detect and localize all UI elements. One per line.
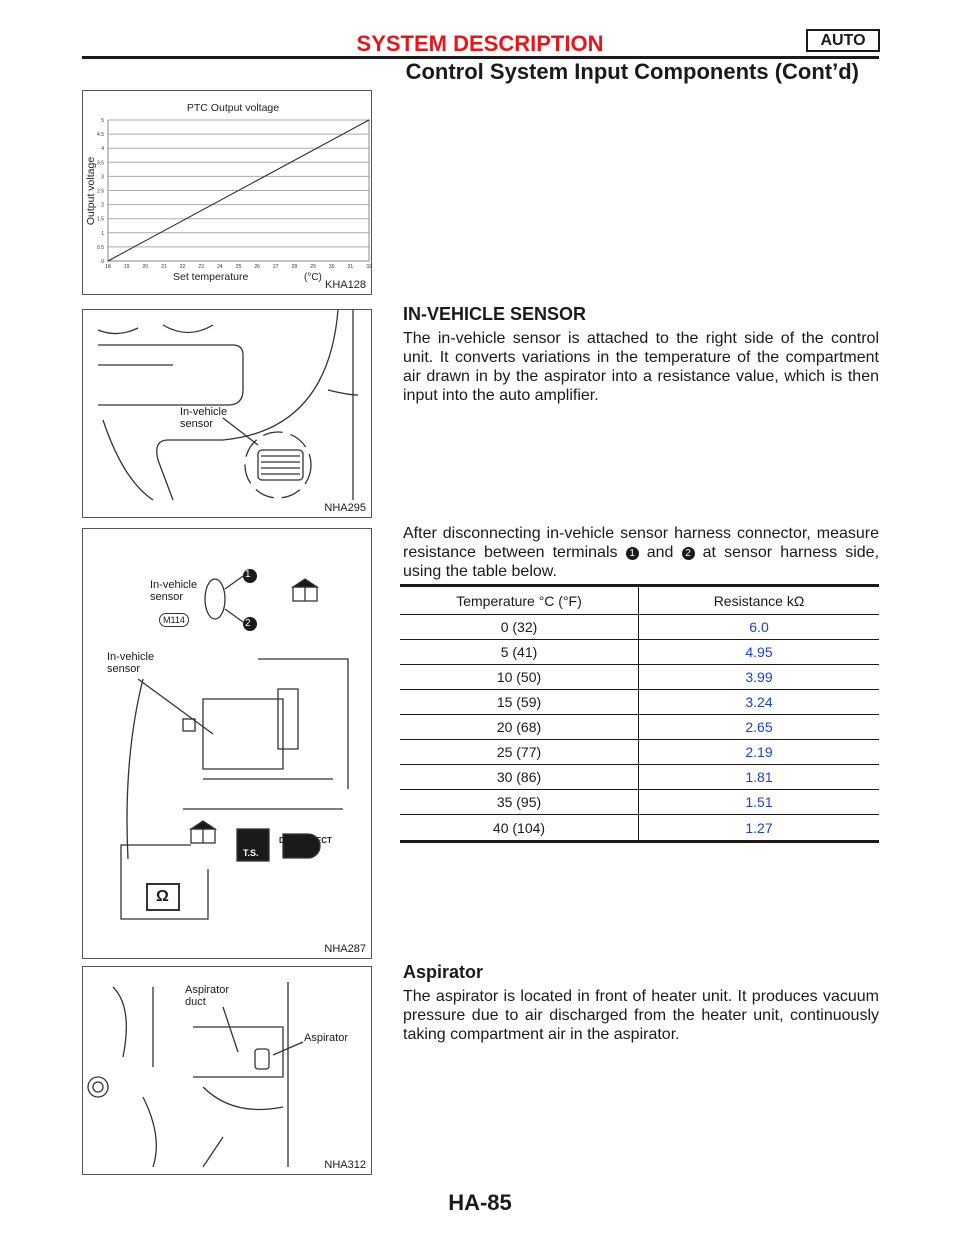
data-point — [108, 261, 109, 262]
disconnect-label: DISCONNECT — [279, 836, 332, 845]
x-tick-label: 30 — [328, 264, 335, 270]
chart-title: PTC Output voltage — [186, 102, 280, 114]
terminal-2-badge: 2 — [682, 547, 695, 560]
harness-check-illustration — [83, 529, 371, 958]
in-vehicle-sensor-label: In-vehicle sensor — [180, 406, 228, 430]
figure-code: NHA295 — [324, 502, 366, 514]
sensor-label: In-vehicle sensor — [150, 579, 198, 603]
table-row — [400, 815, 879, 842]
table-row — [400, 765, 879, 790]
x-axis-label: Set temperature — [173, 271, 249, 283]
in-vehicle-sensor-figure — [82, 309, 372, 518]
resistance-table — [400, 584, 879, 843]
column-header-resistance: Resistance kΩ — [639, 586, 880, 615]
x-tick-label: 19 — [123, 264, 130, 270]
y-tick-label: 2 — [101, 202, 104, 209]
y-tick-label: 3 — [101, 174, 104, 181]
aspirator-heading: Aspirator — [403, 962, 484, 982]
aspirator-figure — [82, 966, 372, 1175]
y-tick-label: 0 — [101, 259, 104, 265]
in-vehicle-sensor-description: The in-vehicle sensor is attached to the right side of the control unit. It converts variations in the temperature of the compartment air drawn in by the aspirator into a resistance value, which is then input into the auto amplifier. — [403, 330, 879, 404]
ptc-chart — [83, 91, 371, 294]
resistance-cell: 2.19 — [639, 740, 880, 765]
auto-badge: AUTO — [806, 29, 880, 52]
temperature-cell: 35 (95) — [400, 790, 639, 815]
column-header-temperature: Temperature °C (°F) — [400, 586, 639, 615]
resistance-cell: 3.24 — [639, 690, 880, 715]
y-tick-label: 2.5 — [97, 188, 104, 195]
x-tick-label: 26 — [254, 264, 260, 270]
resistance-check-instructions: After disconnecting in-vehicle sensor harness connector, measure resistance between terminals 1 and 2 at sensor harness side, using the table below. — [403, 525, 880, 580]
terminal-1-badge: 1 — [626, 547, 639, 560]
table-row — [400, 790, 879, 815]
temperature-cell: 25 (77) — [400, 740, 639, 765]
sensor-location-label: In-vehicle sensor — [107, 651, 155, 675]
temperature-cell: 20 (68) — [400, 715, 639, 740]
temperature-cell: 10 (50) — [400, 665, 639, 690]
resistance-cell: 1.27 — [639, 815, 880, 842]
resistance-cell: 2.65 — [639, 715, 880, 740]
y-tick-label: 1.5 — [97, 216, 104, 223]
page-subtitle: Control System Input Components (Cont’d) — [405, 59, 859, 84]
table-row — [400, 665, 879, 690]
y-tick-label: 5 — [101, 118, 104, 124]
resistance-cell: 1.51 — [639, 790, 880, 815]
terminal-1-marker: 1 — [245, 569, 251, 580]
temperature-cell: 30 (86) — [400, 765, 639, 790]
x-tick-label: 29 — [310, 264, 316, 270]
y-tick-label: 1 — [101, 230, 104, 237]
x-tick-label: 22 — [179, 264, 186, 270]
x-axis-unit: (°C) — [304, 272, 322, 283]
sensor-check-figure — [82, 528, 372, 959]
x-tick-label: 27 — [273, 264, 279, 270]
x-tick-label: 28 — [291, 264, 298, 270]
data-point — [369, 120, 370, 121]
temperature-cell: 40 (104) — [400, 815, 639, 842]
x-tick-label: 32 — [366, 264, 372, 270]
table-row — [400, 715, 879, 740]
temperature-cell: 0 (32) — [400, 615, 639, 640]
resistance-cell: 3.99 — [639, 665, 880, 690]
terminal-2-marker: 2 — [245, 618, 251, 629]
table-row — [400, 615, 879, 640]
resistance-cell: 6.0 — [639, 615, 880, 640]
x-tick-label: 24 — [217, 264, 223, 270]
x-tick-label: 18 — [105, 264, 111, 270]
ohmmeter-icon: Ω — [156, 888, 169, 905]
connector-code: M114 — [159, 613, 189, 627]
x-tick-label: 21 — [161, 264, 167, 270]
y-tick-label: 4 — [101, 146, 104, 153]
page-number: HA-85 — [448, 1190, 512, 1215]
aspirator-duct-label: Aspirator duct — [185, 984, 230, 1008]
x-tick-label: 20 — [142, 264, 149, 270]
figure-code: NHA287 — [324, 943, 366, 955]
aspirator-description: The aspirator is located in front of heater unit. It produces vacuum pressure due to air discharged from the heater unit, continuously taking compartment air in the aspirator. — [403, 988, 879, 1043]
x-tick-label: 31 — [347, 264, 354, 270]
y-axis-label: Output voltage — [85, 156, 97, 226]
ts-label: T.S. — [243, 848, 259, 858]
aspirator-label: Aspirator — [304, 1032, 349, 1044]
resistance-cell: 1.81 — [639, 765, 880, 790]
table-row — [400, 740, 879, 765]
table-row — [400, 690, 879, 715]
ptc-chart-figure — [82, 90, 372, 295]
y-tick-label: 3.5 — [97, 160, 104, 167]
section-title: SYSTEM DESCRIPTION — [356, 31, 604, 56]
temperature-cell: 5 (41) — [400, 640, 639, 665]
resistance-cell: 4.95 — [639, 640, 880, 665]
y-tick-label: 4.5 — [97, 132, 104, 139]
figure-code: KHA128 — [325, 279, 366, 291]
y-tick-label: 0.5 — [97, 244, 104, 251]
table-row — [400, 640, 879, 665]
x-tick-label: 25 — [235, 264, 242, 270]
in-vehicle-sensor-heading: IN-VEHICLE SENSOR — [403, 304, 587, 324]
figure-code: NHA312 — [324, 1159, 366, 1171]
temperature-cell: 15 (59) — [400, 690, 639, 715]
x-tick-label: 23 — [198, 264, 204, 270]
